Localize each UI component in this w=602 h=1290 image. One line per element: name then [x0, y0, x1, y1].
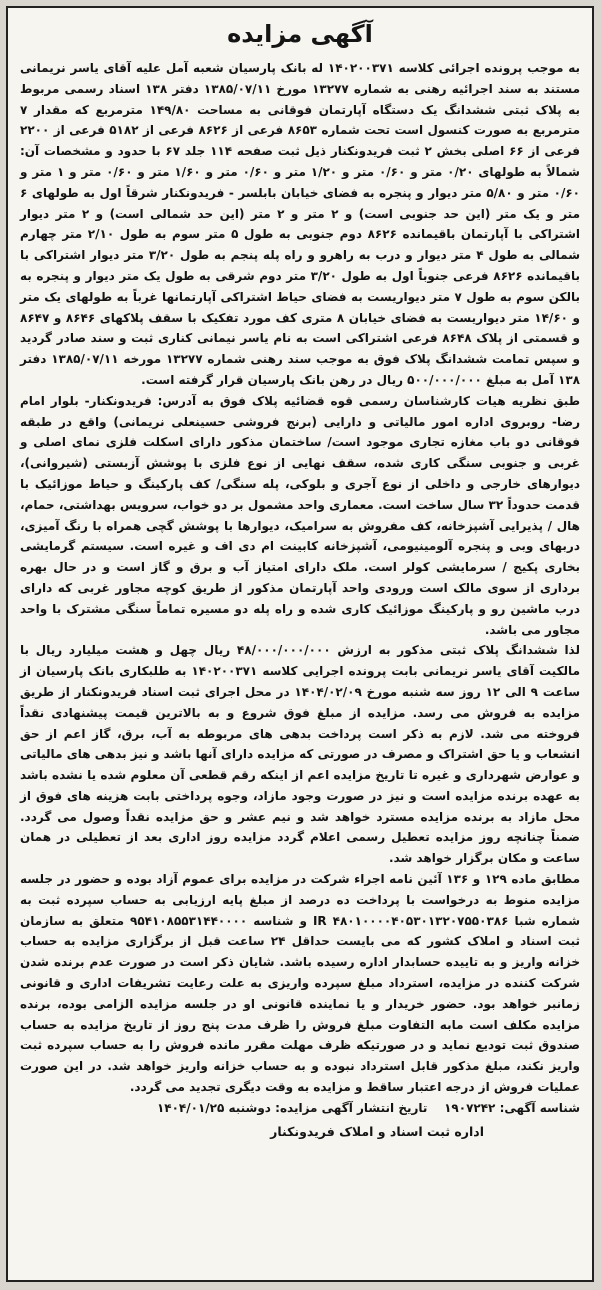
publish-date-label: تاریخ انتشار آگهی مزایده: [275, 1100, 428, 1115]
notice-page [6, 6, 594, 1282]
publish-date-value: دوشنبه ۱۴۰۴/۰۱/۲۵ [156, 1100, 271, 1115]
participation-rules-paragraph: مطابق ماده ۱۲۹ و ۱۳۶ آئین نامه اجراء شرکت در مزایده برای عموم آزاد بوده و حضور در جلسه مزایده منوط به درخواست با پرداخت ده درصد از مبلغ پایه ارزیابی به حساب سپرده ثبت به شماره شبا IR ۴۸۰۱۰۰۰۰۴۰۵۳۰۱۳۲۰۷۵۵۰۳۸۶ و شناسه ۹۵۴۱۰۸۵۵۳۱۴۴۰۰۰۰ متعلق به سازمان ثبت اسناد و املاک کشور که می بایست حداقل ۲۴ ساعت قبل از برگزاری مزایده به حساب خزانه واریز و به تاییده حسابدار اداره رسیده باشد. شایان ذکر است در صورت عدم برنده شدن شرکت کننده در مزایده، استرداد مبلغ سپرده واریزی به علت رعایت تشریفات اداری و قانونی زمانبر خواهد بود. حضور خریدار و یا نماینده قانونی او در جلسه مزایده الزامی بوده، برنده مزایده مکلف است مابه التفاوت مبلغ فروش را ظرف مدت پنج روز از تاریخ مزایده به حساب صندوق ثبت تودیع نماید و در صورتیکه ظرف مهلت مقرر مانده فروش را به حساب سپرده ثبت واریز نکند، مبلغ مذکور قابل استرداد نبوده و به حساب خزانه واریز خواهد شد. در این صورت عملیات فروش از درجه اعتبار ساقط و مزایده به وقت دیگری تجدید می گردد. [20, 872, 580, 1095]
notice-id-value: ۱۹۰۷۲۴۲ [444, 1100, 496, 1115]
issuing-office: اداره ثبت اسناد و املاک فریدونکنار [270, 1123, 484, 1139]
notice-id-label: شناسه آگهی: [499, 1100, 580, 1115]
notice-footer [20, 1098, 580, 1119]
property-description-paragraph: به موجب پرونده اجرائی کلاسه ۱۴۰۲۰۰۳۷۱ له بانک پارسیان شعبه آمل علیه آقای یاسر نریمانی مستند به سند اجرائیه رهنی به شماره ۱۳۲۷۷ مورخ ۱۳۸۵/۰۷/۱۱ دفتر ۱۳۸ اسناد رسمی مربوط به پلاک ثبتی ششدانگ یک دستگاه آپارتمان فوقانی به مساحت ۱۴۹/۸۰ مترمربع که مقدار ۷ مترمربع به صورت کنسول است تحت شماره ۸۶۵۳ فرعی از ۸۶۲۶ فرعی از ۵۱۸۲ فرعی از ۲۲۰۰ فرعی از ۶۶ اصلی بخش ۲ ثبت فریدونکنار ذیل ثبت صفحه ۱۱۴ جلد ۶۷ با حدود و مشخصات آن: شمالاً به طولهای ۰/۲۰ متر و ۰/۶۰ متر و ۱/۲۰ متر و ۰/۶۰ متر و ۱/۶۰ متر و ۰/۶۰ متر و ۱ متر و ۰/۶۰ متر و ۵/۸۰ متر دیوار و پنجره به فضای خیابان بابلسر - فریدونکنار شرقاً اول به طولهای ۶ متر و یک متر (این حد جنوبی است) و ۲ متر و ۲ متر (این حد شمالی است) و ۲ متر دیوار اشتراکی با آپارتمان باقیمانده ۸۶۲۶ دوم جنوبی به طول ۵ متر سوم به طول ۲/۱۰ متر چهارم شمالی به طول ۴ متر دیوار و درب به راهرو و راه پله پنجم به طول ۳/۲۰ متر دیوار اشتراکی با باقیمانده ۸۶۲۶ فرعی جنوباً اول به طول ۳/۲۰ متر دوم شرقی به طول یک متر دیوار و پنجره به بالکن سوم به طول ۷ متر دیواریست به فضای حیاط اشتراکی آپارتمانها غرباً به طولهای یک متر و ۱۴/۶۰ متر دیواریست به فضای خیابان ۸ متری کف مورد تفکیک با سقف پلاکهای ۸۶۴۶ و ۸۶۴۷ و قسمتی از پلاک ۸۶۴۸ فرعی اشتراکی است به نام یاسر نیمانی کناری ثبت و سند صادر گردید و سپس تمامت ششدانگ پلاک فوق به موجب سند رهنی شماره ۱۳۲۷۷ مورخه ۱۳۸۵/۰۷/۱۱ دفتر ۱۳۸ آمل به مبلغ ۵۰۰/۰۰۰/۰۰۰ ریال در رهن بانک پارسیان قرار گرفته است. [20, 61, 581, 387]
auction-terms-paragraph: لذا ششدانگ پلاک ثبتی مذکور به ارزش ۴۸/۰۰۰/۰۰۰/۰۰۰ ریال چهل و هشت میلیارد ریال با مالکیت آقای یاسر نریمانی بابت پرونده اجرایی کلاسه ۱۴۰۲۰۰۳۷۱ به طلبکاری بانک پارسیان از ساعت ۹ الی ۱۲ روز سه شنبه مورخ ۱۴۰۴/۰۲/۰۹ در محل اجرای ثبت اسناد فریدونکنار از طریق مزایده به فروش می رسد. مزایده از مبلغ فوق شروع و به بالاترین قیمت پیشنهادی نقداً فروخته می شد. لازم به ذکر است پرداخت بدهی های مربوطه به آب، برق، گاز اعم از حق انشعاب و یا حق اشتراک و مصرف در صورتی که مزایده دارای آنها باشد و نیز بدهی های مالیاتی و عوارض شهرداری و غیره تا تاریخ مزایده اعم از اینکه رقم قطعی آن معلوم شده یا نشده باشد به عهده برنده مزایده است و نیز در صورت وجود مازاد، وجوه پرداختی بابت هزینه های فوق از محل مازاد به برنده مزایده مسترد خواهد شد و نیم عشر و حق مزایده نقداً وصول می گردد. ضمناً چنانچه روز مزایده تعطیل رسمی اعلام گردد مزایده روز اداری بعد از تعطیلی در همان ساعت و مکان برگزار خواهد شد. [20, 643, 580, 866]
notice-title: آگهی مزایده [227, 20, 373, 48]
expert-opinion-paragraph: طبق نظریه هیات کارشناسان رسمی قوه قضائیه پلاک فوق به آدرس: فریدونکنار- بلوار امام رضا- روبروی اداره امور مالیاتی و دارایی (برنج فروشی حسینعلی نریمانی) واقع در طبقه فوقانی دو باب مغازه تجاری موجود است/ ساختمان مذکور دارای اسکلت فلزی نمای اصلی و غربی و جنوبی سنگی کاری شده، سقف نهایی از نوع فلزی با پوشش آزبستی (شیروانی)، دیوارهای خارجی و داخلی از نوع آجری و بلوکی، پله سنگی/ کف پارکینگ و حیاط موزائیک با قدمت حدوداً ۳۲ سال ساخت است. معماری واحد مشمول بر دو خواب، سرویس بهداشتی، حمام، هال / پذیرایی آشپزخانه، کف مفروش به سرامیک، دیوارها با پوشش گچی همراه با رنگ آمیزی، دربهای وبی و پنجره آلومینیومی، آشپزخانه کابینت ام دی اف و غیره است. سیستم گرمایشی بخاری پکیج / سرمایشی کولر است. ملک دارای امتیاز آب و برق و گاز است و در حال بهره برداری از سوی مالک است ورودی واحد آپارتمان مذکور از طریق کوچه مجاور غربی که دارای درب ماشین رو و پارکینگ موزائیک کاری شده و راه پله دو مسیره تماماً سنگی مشترک با واحد مجاور می باشد. [20, 393, 580, 637]
